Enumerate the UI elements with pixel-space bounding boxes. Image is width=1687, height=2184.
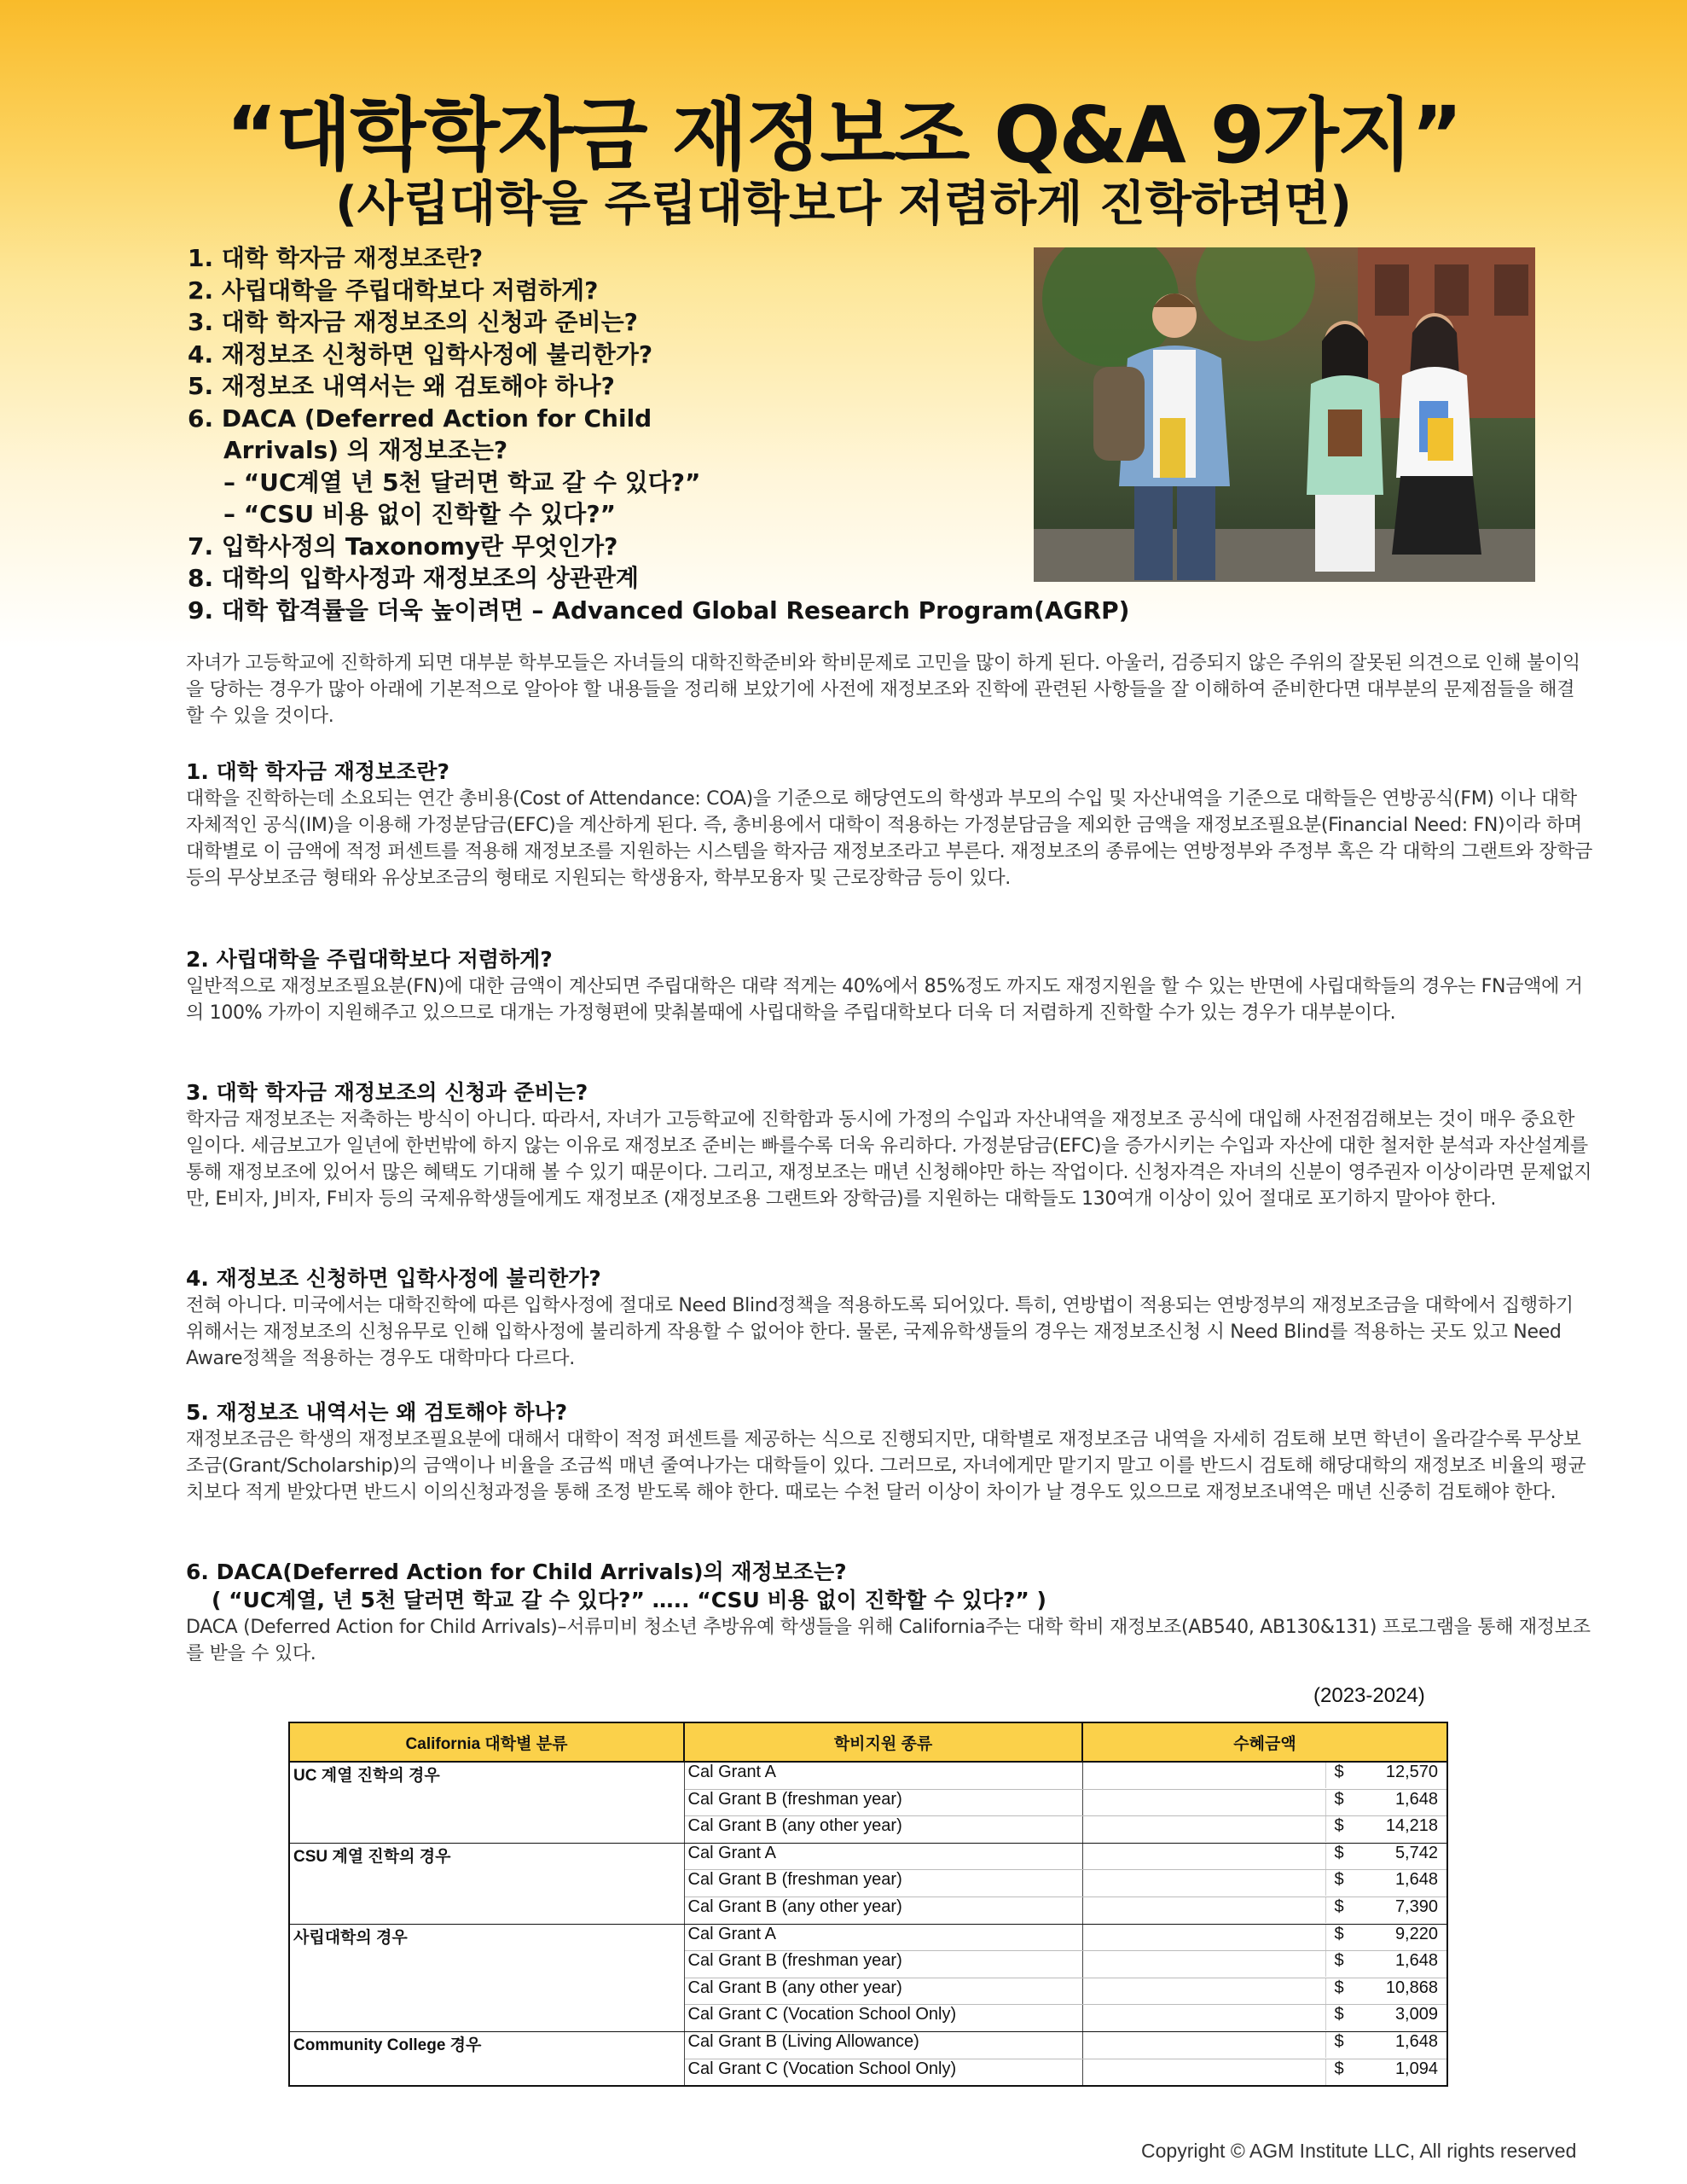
table-row — [289, 1843, 1447, 1870]
table-row — [289, 1896, 1447, 1924]
toc-subitem: – “UC계열 년 5천 달러면 학교 갈 수 있다?” — [223, 468, 701, 497]
table-row — [289, 1816, 1447, 1844]
section-body: 대학을 진학하는데 소요되는 연간 총비용(Cost of Attendance: COA)을 기준으로 해당연도의 학생과 부모의 수입 및 자산내역을 기준으로 대학들은 연방공식(FM) 이나 대학자체적인 공식(IM)을 이용해 가정분담금(EFC)을 계산하게 된다. 즉, 총비용에서 대학이 적용하는 가정분담금을 제외한 금액을 재정보조필요분(Financial Need: FN)이라 하며 대학별로 이 금액에 적정 퍼센트를 적용해 재정보조를 지원하는 시스템을 학자금 재정보조라고 부른다. 재정보조의 종류에는 연방정부와 주정부 혹은 각 대학의 그랜트와 장학금 등의 무상보조금 형태와 유상보조금의 형태로 지원되는 학생융자, 학부모융자 및 근로장학금 등이 있다. — [186, 788, 1593, 889]
section-body: 학자금 재정보조는 저축하는 방식이 아니다. 따라서, 자녀가 고등학교에 진학함과 동시에 가정의 수입과 자산내역을 재정보조 공식에 대입해 사전점검해보는 것이 매우 중요한 일이다. 세금보고가 일년에 한번밖에 하지 않는 이유로 재정보조 준비는 빠를수록 더욱 유리하다. 가정분담금(EFC)을 증가시키는 수입과 자산에 대한 철저한 분석과 자산설계를 통해 재정보조에 있어서 많은 혜택도 기대해 볼 수 있기 때문이다. 그리고, 재정보조는 매년 신청해야만 하는 작업이다. 신청자격은 자녀의 신분이 영주권자 이상이라면 문제없지만, E비자, J비자, F비자 등의 국제유학생들에게도 재정보조 (재정보조용 그랜트와 장학금)를 지원하는 대학들도 130여개 이상이 있어 절대로 포기하지 말아야 한다. — [186, 1109, 1592, 1210]
section-body: 전혀 아니다. 미국에서는 대학진학에 따른 입학사정에 절대로 Need Blind정책을 적용하도록 되어있다. 특히, 연방법이 적용되는 연방정부의 재정보조금을 대학에서 집행하기 위해서는 재정보조의 신청유무로 인해 입학사정에 불리하게 작용할 수 없어야 한다. 물론, 국제유학생들의 경우는 재정보조신청 시 Need Blind를 적용하는 곳도 있고 Need Aware정책을 적용하는 경우도 대학마다 다르다. — [186, 1295, 1574, 1369]
amount-cell — [1082, 1870, 1447, 1897]
toc-item: Arrivals) 의 재정보조는? — [223, 436, 508, 464]
amount-value: 5,742 — [1394, 1843, 1438, 1862]
program-cell: Cal Grant B (Living Allowance) — [684, 2031, 1082, 2059]
copyright-notice: Copyright © AGM Institute LLC, All rights reserved — [1141, 2140, 1577, 2162]
program-cell: Cal Grant B (freshman year) — [684, 1951, 1082, 1978]
program-cell: Cal Grant B (any other year) — [684, 1816, 1082, 1844]
section-heading: 3. 대학 학자금 재정보조의 신청과 준비는? — [186, 1080, 588, 1105]
toc-item: 8. 대학의 입학사정과 재정보조의 상관관계 — [188, 564, 639, 592]
program-cell: Cal Grant C (Vocation School Only) — [684, 2059, 1082, 2086]
amount-cell — [1082, 1951, 1447, 1978]
category-cell — [289, 1978, 684, 2005]
toc-subitem: – “CSU 비용 없이 진학할 수 있다?” — [223, 500, 616, 528]
currency-symbol: $ — [1334, 1924, 1344, 1943]
currency-symbol: $ — [1334, 1816, 1344, 1836]
table-row — [289, 1951, 1447, 1978]
section-4 — [186, 1264, 1593, 1372]
amount-value: 14,218 — [1385, 1816, 1438, 1836]
currency-symbol: $ — [1334, 1896, 1344, 1916]
table-row — [289, 2031, 1447, 2059]
currency-symbol: $ — [1334, 1763, 1344, 1781]
currency-symbol: $ — [1334, 2059, 1344, 2078]
toc-item: 9. 대학 합격률을 더욱 높이려면 – Advanced Global Research Program(AGRP) — [188, 595, 1130, 624]
amount-cell — [1082, 1978, 1447, 2005]
amount-value: 1,648 — [1394, 1951, 1438, 1971]
section-body: 일반적으로 재정보조필요분(FN)에 대한 금액이 계산되면 주립대학은 대략 적게는 40%에서 85%정도 까지도 재정지원을 할 수 있는 반면에 사립대학들의 경우는 FN금액에 거의 100% 가까이 지원해주고 있으므로 대개는 가정형편에 맞춰볼때에 사립대학을 주립대학보다 더욱 더 저렴하게 진학할 수가 있는 경우가 대부분이다. — [186, 976, 1583, 1024]
amount-cell — [1082, 2059, 1447, 2086]
amount-cell — [1082, 1762, 1447, 1789]
currency-symbol: $ — [1334, 1789, 1344, 1809]
category-cell: Community College 경우 — [289, 2031, 684, 2059]
section-3 — [186, 1078, 1593, 1212]
category-cell — [289, 1816, 684, 1844]
table-of-contents — [188, 242, 1130, 626]
amount-value: 12,570 — [1385, 1763, 1438, 1781]
category-cell: CSU 계열 진학의 경우 — [289, 1843, 684, 1870]
table-row — [289, 1978, 1447, 2005]
column-header: 수혜금액 — [1082, 1722, 1447, 1762]
amount-value: 7,390 — [1394, 1896, 1438, 1916]
students-photo — [1034, 247, 1535, 582]
section-heading: 1. 대학 학자금 재정보조란? — [186, 759, 450, 784]
amount-cell — [1082, 2005, 1447, 2032]
category-cell — [289, 2005, 684, 2032]
section-heading: 5. 재정보조 내역서는 왜 검토해야 하나? — [186, 1400, 568, 1425]
amount-cell — [1082, 1816, 1447, 1844]
table-header-row — [289, 1722, 1447, 1762]
currency-symbol: $ — [1334, 2031, 1344, 2051]
program-cell: Cal Grant B (any other year) — [684, 1978, 1082, 2005]
category-cell — [289, 1896, 684, 1924]
section-heading: 2. 사립대학을 주립대학보다 저렴하게? — [186, 947, 553, 972]
section-body: 재정보조금은 학생의 재정보조필요분에 대해서 대학이 적정 퍼센트를 제공하는 식으로 진행되지만, 대학별로 재정보조금 내역을 자세히 검토해 보면 학년이 올라갈수록 무상보조금(Grant/Scholarship)의 금액이나 비율을 조금씩 매년 줄여나가는 대학들이 있다. 그러므로, 자녀에게만 맡기지 말고 이를 반드시 검토해 해당대학의 재정보조 비율의 평균치보다 적게 받았다면 반드시 이의신청과정을 통해 조정 받도록 해야 한다. 때로는 수천 달러 이상이 차이가 날 경우도 있으므로 재정보조내역은 매년 신중히 검토해야 한다. — [186, 1429, 1586, 1503]
table-row — [289, 2005, 1447, 2032]
amount-value: 3,009 — [1394, 2005, 1438, 2024]
currency-symbol: $ — [1334, 1978, 1344, 1997]
amount-value: 10,868 — [1385, 1978, 1438, 1997]
currency-symbol: $ — [1334, 1951, 1344, 1971]
intro-paragraph — [186, 650, 1589, 729]
program-cell: Cal Grant A — [684, 1843, 1082, 1870]
section-2 — [186, 945, 1593, 1026]
category-cell — [289, 2059, 684, 2086]
section-6 — [186, 1558, 1593, 1667]
program-cell: Cal Grant B (any other year) — [684, 1896, 1082, 1924]
program-cell: Cal Grant A — [684, 1924, 1082, 1951]
amount-value: 1,094 — [1394, 2059, 1438, 2078]
intro-text: 자녀가 고등학교에 진학하게 되면 대부분 학부모들은 자녀들의 대학진학준비와 학비문제로 고민을 많이 하게 된다. 아울러, 검증되지 않은 주위의 잘못된 의견으로 인해 불이익을 당하는 경우가 많아 아래에 기본적으로 알아야 할 내용들을 정리해 보았기에 사전에 재정보조와 진학에 관련된 사항들을 잘 이해하여 준비한다면 대부분의 문제점들을 해결할 수 있을 것이다. — [186, 653, 1580, 727]
toc-item: 2. 사립대학을 주립대학보다 저렴하게? — [188, 276, 599, 305]
table-row — [289, 1924, 1447, 1951]
category-cell: UC 계열 진학의 경우 — [289, 1762, 684, 1789]
cal-grant-table — [288, 1722, 1448, 2087]
currency-symbol: $ — [1334, 1843, 1344, 1862]
category-cell — [289, 1870, 684, 1897]
table-row — [289, 1789, 1447, 1816]
table-row — [289, 1762, 1447, 1789]
toc-item: 3. 대학 학자금 재정보조의 신청과 준비는? — [188, 308, 638, 336]
section-5 — [186, 1398, 1593, 1506]
currency-symbol: $ — [1334, 1870, 1344, 1890]
program-cell: Cal Grant B (freshman year) — [684, 1870, 1082, 1897]
section-1 — [186, 758, 1593, 892]
currency-symbol: $ — [1334, 2005, 1344, 2024]
amount-cell — [1082, 1789, 1447, 1816]
amount-cell — [1082, 1843, 1447, 1870]
program-cell: Cal Grant A — [684, 1762, 1082, 1789]
page-title: “대학학자금 재정보조 Q&A 9가지” — [225, 90, 1462, 181]
amount-value: 1,648 — [1394, 1870, 1438, 1890]
amount-cell — [1082, 1896, 1447, 1924]
amount-cell — [1082, 2031, 1447, 2059]
toc-item: 5. 재정보조 내역서는 왜 검토해야 하나? — [188, 372, 615, 400]
column-header: 학비지원 종류 — [684, 1722, 1082, 1762]
section-heading: 6. DACA(Deferred Action for Child Arrivals)의 재정보조는? — [186, 1560, 847, 1584]
category-cell — [289, 1951, 684, 1978]
toc-item: 7. 입학사정의 Taxonomy란 무엇인가? — [188, 531, 618, 561]
table-row — [289, 1870, 1447, 1897]
toc-item: 6. DACA (Deferred Action for Child — [188, 404, 652, 433]
section-subheading: ( “UC계열, 년 5천 달러면 학교 갈 수 있다?” ….. “CSU 비용 없이 진학할 수 있다?” ) — [212, 1588, 1046, 1612]
program-cell: Cal Grant C (Vocation School Only) — [684, 2005, 1082, 2032]
toc-item: 4. 재정보조 신청하면 입학사정에 불리한가? — [188, 340, 653, 369]
page-subtitle: (사립대학을 주립대학보다 저렴하게 진학하려면) — [335, 177, 1352, 232]
section-body: DACA (Deferred Action for Child Arrivals)–서류미비 청소년 추방유예 학생들을 위해 California주는 대학 학비 재정보조(AB540, AB130&131) 프로그램을 통해 재정보조를 받을 수 있다. — [186, 1617, 1591, 1664]
table-row — [289, 2059, 1447, 2086]
section-heading: 4. 재정보조 신청하면 입학사정에 불리한가? — [186, 1266, 601, 1291]
amount-cell — [1082, 1924, 1447, 1951]
table-year: (2023-2024) — [1313, 1684, 1425, 1707]
toc-item: 1. 대학 학자금 재정보조란? — [188, 244, 484, 272]
category-cell — [289, 1789, 684, 1816]
amount-value: 1,648 — [1394, 1789, 1438, 1809]
amount-value: 9,220 — [1394, 1924, 1438, 1943]
category-cell: 사립대학의 경우 — [289, 1924, 684, 1951]
program-cell: Cal Grant B (freshman year) — [684, 1789, 1082, 1816]
column-header: California 대학별 분류 — [289, 1722, 684, 1762]
amount-value: 1,648 — [1394, 2031, 1438, 2051]
